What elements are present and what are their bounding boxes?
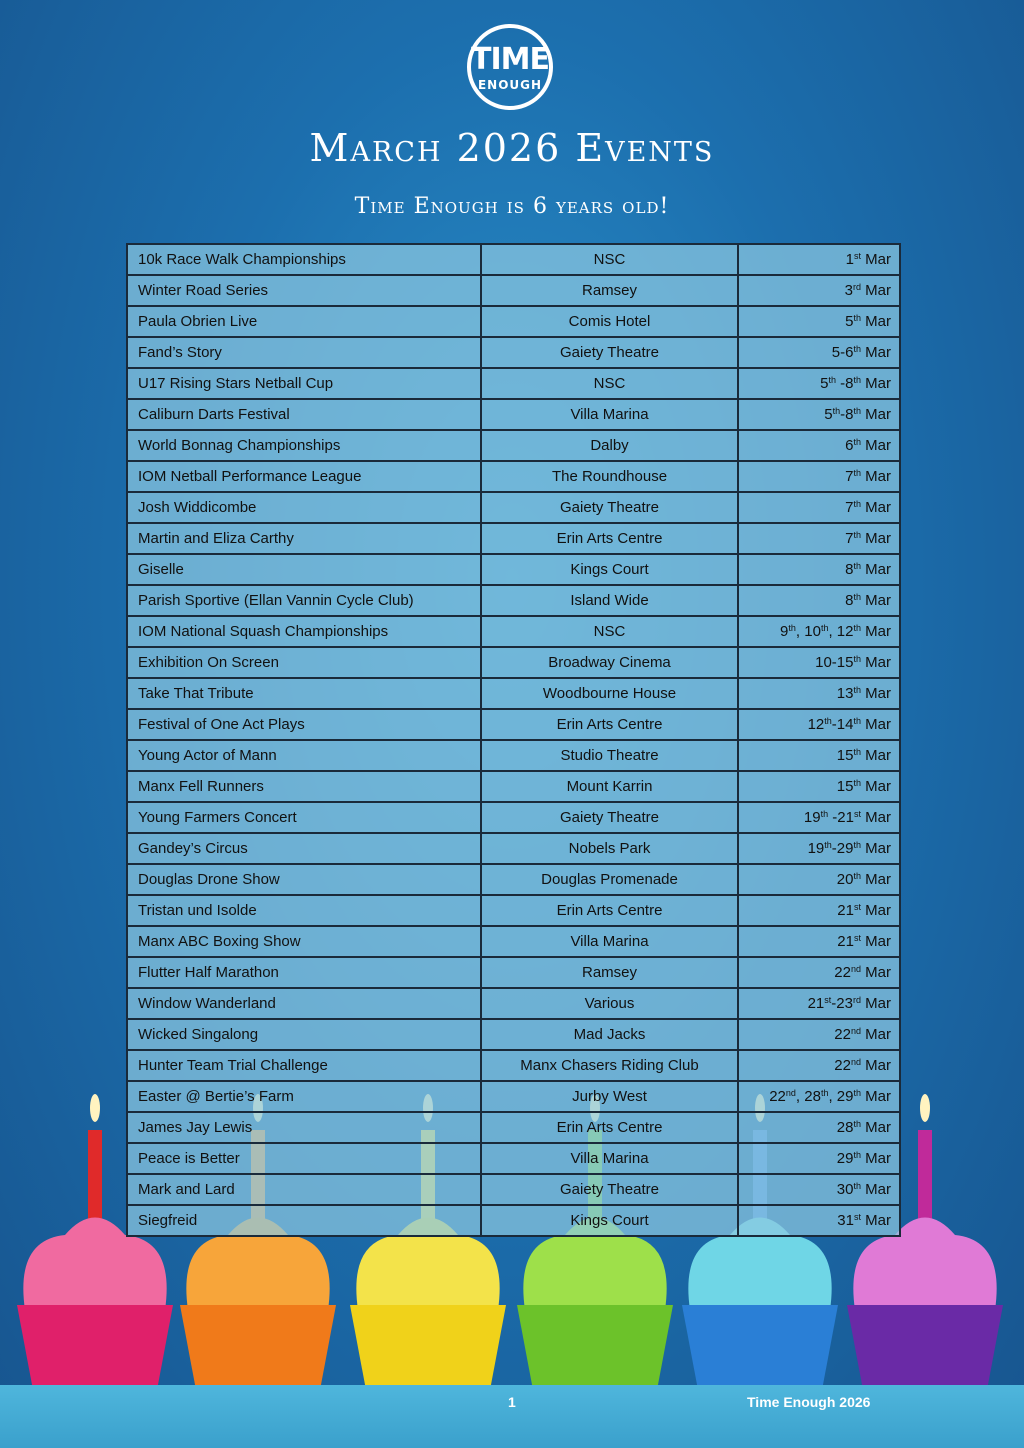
table-row <box>127 1050 900 1081</box>
table-row <box>127 864 900 895</box>
event-name: Take That Tribute <box>127 678 481 709</box>
page-title: March 2026 Events <box>309 126 715 170</box>
table-row <box>127 802 900 833</box>
event-date: 19th -21st Mar <box>738 802 900 833</box>
event-date: 8th Mar <box>738 554 900 585</box>
event-name: Fand’s Story <box>127 337 481 368</box>
event-date: 15th Mar <box>738 740 900 771</box>
event-venue: Woodbourne House <box>481 678 738 709</box>
event-name: Parish Sportive (Ellan Vannin Cycle Club) <box>127 585 481 616</box>
table-row <box>127 585 900 616</box>
event-venue: Gaiety Theatre <box>481 802 738 833</box>
event-date: 8th Mar <box>738 585 900 616</box>
table-row <box>127 926 900 957</box>
table-row <box>127 988 900 1019</box>
event-venue: Mount Karrin <box>481 771 738 802</box>
table-row <box>127 1081 900 1112</box>
logo <box>467 24 553 110</box>
table-row <box>127 1143 900 1174</box>
event-name: Giselle <box>127 554 481 585</box>
event-venue: The Roundhouse <box>481 461 738 492</box>
event-name: Gandey’s Circus <box>127 833 481 864</box>
table-row <box>127 1174 900 1205</box>
event-name: James Jay Lewis <box>127 1112 481 1143</box>
table-row <box>127 771 900 802</box>
event-name: Winter Road Series <box>127 275 481 306</box>
event-date: 12th-14th Mar <box>738 709 900 740</box>
logo-line2: ENOUGH <box>477 78 543 92</box>
table-row <box>127 957 900 988</box>
event-venue: Broadway Cinema <box>481 647 738 678</box>
event-name: Josh Widdicombe <box>127 492 481 523</box>
event-name: Festival of One Act Plays <box>127 709 481 740</box>
table-row <box>127 833 900 864</box>
event-venue: Kings Court <box>481 1205 738 1236</box>
event-venue: Erin Arts Centre <box>481 709 738 740</box>
event-name: IOM Netball Performance League <box>127 461 481 492</box>
event-name: Mark and Lard <box>127 1174 481 1205</box>
table-row <box>127 895 900 926</box>
event-date: 7th Mar <box>738 523 900 554</box>
logo-line1: TIME <box>471 42 549 77</box>
table-row <box>127 399 900 430</box>
event-name: Peace is Better <box>127 1143 481 1174</box>
event-venue: Dalby <box>481 430 738 461</box>
event-venue: Erin Arts Centre <box>481 1112 738 1143</box>
event-date: 7th Mar <box>738 461 900 492</box>
table-row <box>127 306 900 337</box>
event-name: U17 Rising Stars Netball Cup <box>127 368 481 399</box>
event-name: Hunter Team Trial Challenge <box>127 1050 481 1081</box>
event-date: 21st Mar <box>738 895 900 926</box>
event-venue: Villa Marina <box>481 1143 738 1174</box>
table-row <box>127 275 900 306</box>
event-date: 22nd Mar <box>738 957 900 988</box>
event-venue: Gaiety Theatre <box>481 1174 738 1205</box>
event-venue: Gaiety Theatre <box>481 337 738 368</box>
event-date: 13th Mar <box>738 678 900 709</box>
event-name: Paula Obrien Live <box>127 306 481 337</box>
event-venue: Mad Jacks <box>481 1019 738 1050</box>
event-date: 6th Mar <box>738 430 900 461</box>
event-date: 5th Mar <box>738 306 900 337</box>
event-name: Window Wanderland <box>127 988 481 1019</box>
table-row <box>127 368 900 399</box>
event-date: 5th-8th Mar <box>738 399 900 430</box>
event-date: 22nd Mar <box>738 1050 900 1081</box>
event-date: 9th, 10th, 12th Mar <box>738 616 900 647</box>
event-name: Young Farmers Concert <box>127 802 481 833</box>
table-row <box>127 492 900 523</box>
table-row <box>127 1112 900 1143</box>
event-date: 3rd Mar <box>738 275 900 306</box>
event-date: 5th -8th Mar <box>738 368 900 399</box>
event-date: 21st Mar <box>738 926 900 957</box>
event-name: World Bonnag Championships <box>127 430 481 461</box>
event-date: 31st Mar <box>738 1205 900 1236</box>
event-venue: Ramsey <box>481 957 738 988</box>
table-row <box>127 244 900 275</box>
table-row <box>127 554 900 585</box>
event-venue: Gaiety Theatre <box>481 492 738 523</box>
event-name: 10k Race Walk Championships <box>127 244 481 275</box>
table-row <box>127 740 900 771</box>
event-venue: Erin Arts Centre <box>481 523 738 554</box>
event-venue: Comis Hotel <box>481 306 738 337</box>
event-name: Douglas Drone Show <box>127 864 481 895</box>
event-name: Caliburn Darts Festival <box>127 399 481 430</box>
event-venue: Villa Marina <box>481 926 738 957</box>
event-date: 1st Mar <box>738 244 900 275</box>
event-venue: Jurby West <box>481 1081 738 1112</box>
table-row <box>127 523 900 554</box>
event-date: 7th Mar <box>738 492 900 523</box>
event-venue: Manx Chasers Riding Club <box>481 1050 738 1081</box>
event-date: 30th Mar <box>738 1174 900 1205</box>
event-name: Tristan und Isolde <box>127 895 481 926</box>
event-date: 21st-23rd Mar <box>738 988 900 1019</box>
event-venue: Douglas Promenade <box>481 864 738 895</box>
event-venue: NSC <box>481 368 738 399</box>
event-name: Manx Fell Runners <box>127 771 481 802</box>
table-row <box>127 337 900 368</box>
table-row <box>127 1205 900 1236</box>
event-venue: Villa Marina <box>481 399 738 430</box>
table-row <box>127 709 900 740</box>
table-row <box>127 461 900 492</box>
table-row <box>127 1019 900 1050</box>
event-date: 20th Mar <box>738 864 900 895</box>
event-date: 22nd Mar <box>738 1019 900 1050</box>
event-name: Flutter Half Marathon <box>127 957 481 988</box>
events-table <box>126 243 901 1237</box>
event-name: Young Actor of Mann <box>127 740 481 771</box>
page-subtitle: Time Enough is 6 years old! <box>354 194 670 219</box>
event-date: 15th Mar <box>738 771 900 802</box>
event-venue: Erin Arts Centre <box>481 895 738 926</box>
event-venue: Island Wide <box>481 585 738 616</box>
event-date: 28th Mar <box>738 1112 900 1143</box>
event-date: 10-15th Mar <box>738 647 900 678</box>
event-venue: Nobels Park <box>481 833 738 864</box>
table-row <box>127 430 900 461</box>
event-name: Manx ABC Boxing Show <box>127 926 481 957</box>
event-venue: NSC <box>481 244 738 275</box>
event-date: 29th Mar <box>738 1143 900 1174</box>
event-date: 19th-29th Mar <box>738 833 900 864</box>
event-name: Martin and Eliza Carthy <box>127 523 481 554</box>
footer-text: Time Enough 2026 <box>747 1394 871 1410</box>
table-row <box>127 678 900 709</box>
table-row <box>127 647 900 678</box>
event-name: Siegfreid <box>127 1205 481 1236</box>
event-date: 22nd, 28th, 29th Mar <box>738 1081 900 1112</box>
event-name: Wicked Singalong <box>127 1019 481 1050</box>
event-name: Easter @ Bertie’s Farm <box>127 1081 481 1112</box>
event-venue: NSC <box>481 616 738 647</box>
event-date: 5-6th Mar <box>738 337 900 368</box>
table-row <box>127 616 900 647</box>
page-number: 1 <box>508 1394 516 1410</box>
event-venue: Various <box>481 988 738 1019</box>
event-venue: Kings Court <box>481 554 738 585</box>
event-venue: Studio Theatre <box>481 740 738 771</box>
event-venue: Ramsey <box>481 275 738 306</box>
event-name: IOM National Squash Championships <box>127 616 481 647</box>
event-name: Exhibition On Screen <box>127 647 481 678</box>
